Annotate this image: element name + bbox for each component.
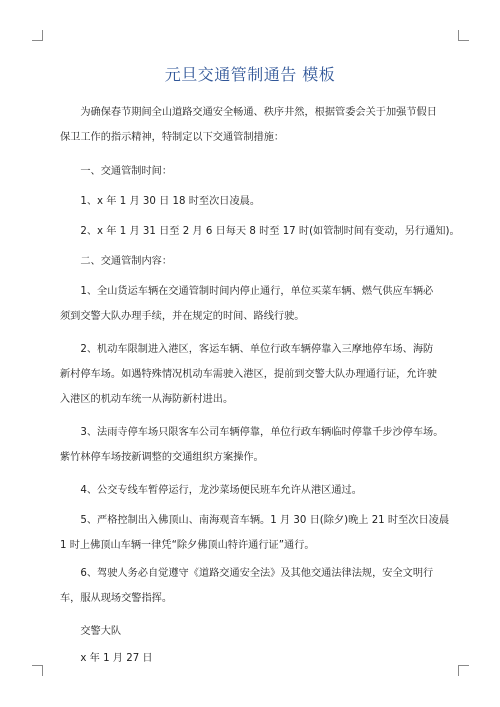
content-item-3 [60,420,445,470]
text-line: 新村停车场。如遇特殊情况机动车需驶入港区，提前到交警大队办理通行证，允许驶 [60,369,437,380]
text-line: 一、交通管制时间： [60,166,173,177]
content-item-6 [60,561,445,611]
text-line: 紫竹林停车场按新调整的交通组织方案操作。 [60,452,264,463]
content-item-1 [60,279,445,329]
text-line: 车，服从现场交警指挥。 [60,593,173,604]
text-line: 3、法雨寺停车场只限客车公司车辆停靠，单位行政车辆临时停靠千步沙停车场。 [60,427,444,438]
text-line: x 年 1 月 27 日 [60,653,153,664]
section-heading-time [60,159,445,184]
text-line: 入港区的机动车统一从海防新村进出。 [60,394,234,405]
text-line: 2、x 年 1 月 31 日至 2 月 6 日每天 8 时至 17 时(如管制时间有变动，另行通知)。 [60,226,460,237]
corner-mark-bottom-left [32,665,43,676]
text-line: 4、公交专线车暂停运行，龙沙菜场便民班车允许从港区通过。 [60,485,362,496]
text-line: 二、交通管制内容： [60,256,173,267]
text-line: 保卫工作的指示精神，特制定以下交通管制措施： [60,132,285,143]
text-line: 6、驾驶人务必自觉遵守《道路交通安全法》及其他交通法律法规，安全文明行 [60,568,434,579]
corner-mark-top-right [458,30,469,41]
signature-date [60,646,445,671]
corner-mark-top-left [32,30,43,41]
text-line: 1、全山货运车辆在交通管制时间内停止通行，单位买菜车辆、燃气供应车辆必 [60,286,434,297]
corner-mark-bottom-right [458,665,469,676]
text-line: 1 时上佛顶山车辆一律凭“除夕佛顶山特许通行证”通行。 [60,540,315,551]
intro-paragraph [60,100,445,150]
text-line: 1、x 年 1 月 30 日 18 时至次日凌晨。 [60,196,261,207]
content-item-5 [60,508,450,558]
text-line: 5、严格控制出入佛顶山、南海观音车辆。1 月 30 日(除夕)晚上 21 时至次日凌晨 [60,515,450,526]
text-line: 须到交警大队办理手续，并在规定的时间、路线行驶。 [60,311,305,322]
signature-issuer [60,619,445,644]
time-item-2 [60,219,460,244]
section-heading-content [60,249,445,274]
content-item-2 [60,337,445,412]
text-line: 交警大队 [60,626,122,637]
text-line: 2、机动车限制进入港区，客运车辆、单位行政车辆停靠入三摩地停车场、海防 [60,344,434,355]
document-title: 元旦交通管制通告 模板 [164,65,336,84]
content-item-4 [60,478,445,503]
text-line: 为确保春节期间全山道路交通安全畅通、秩序井然，根据管委会关于加强节假日 [60,107,437,118]
time-item-1 [60,189,445,214]
